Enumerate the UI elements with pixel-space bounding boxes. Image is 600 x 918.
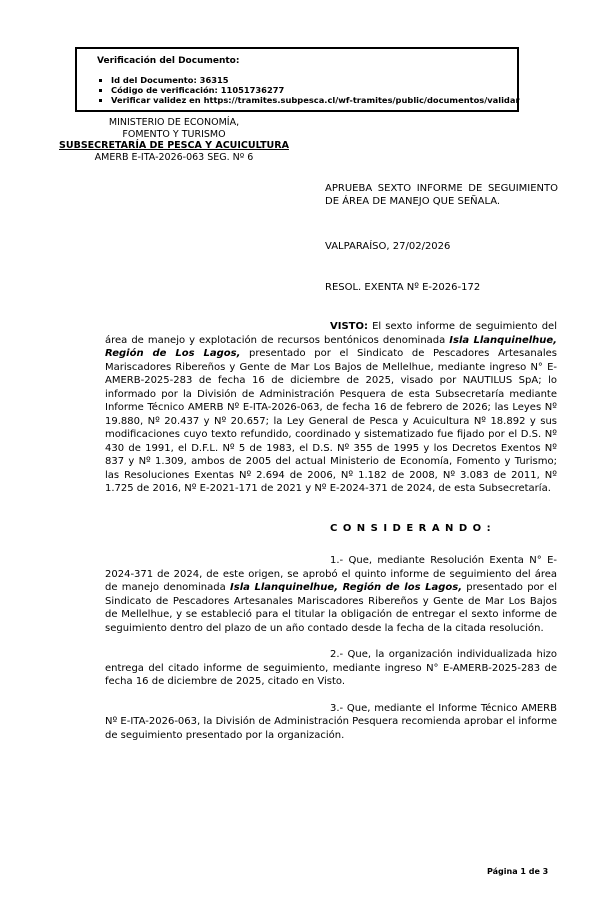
- considerando-item-3: 3.- Que, mediante el Informe Técnico AMERB Nº E-ITA-2026-063, la División de Administración Pesquera recomienda aprobar el informe de seguimiento presentado por la organización.: [105, 702, 557, 741]
- management-area-name: Isla Llanquinelhue, Región de Los Lagos,: [105, 334, 557, 359]
- letterhead: [28, 117, 320, 163]
- considerando-heading: C O N S I D E R A N D O :: [330, 522, 492, 534]
- considerando-item-1-text-2: presentado por el Sindicato de Pescadores Artesanales Mariscadores Ribereños y Gente de Mar Los Bajos de Mellelhue, y se estableció para el titular la obligación de entregar el sexto informe de seguimiento dentro del plazo de un año contado desde la fecha de la citada resolución.: [105, 582, 557, 634]
- subsecretaria-name: SUBSECRETARÍA DE PESCA Y ACUICULTURA: [59, 140, 289, 151]
- verification-item-validation-url: ▪ Verificar validez en https://tramites.subpesca.cl/wf-tramites/public/documentos/validar: [111, 95, 509, 105]
- resolution-number: RESOL. EXENTA Nº E-2026-172: [325, 282, 481, 293]
- amerb-reference: AMERB E-ITA-2026-063 SEG. Nº 6: [94, 151, 254, 163]
- visto-paragraph: [105, 320, 557, 496]
- resolution-subject: APRUEBA SEXTO INFORME DE SEGUIMIENTO DE ÁREA DE MANEJO QUE SEÑALA.: [325, 183, 558, 207]
- considerando-item-1: [105, 554, 557, 635]
- document-body: [105, 320, 557, 742]
- management-area-name: Isla Llanquinelhue, Región de los Lagos,: [230, 582, 463, 593]
- ministry-name-line-2: FOMENTO Y TURISMO: [122, 128, 226, 140]
- place-and-date: VALPARAÍSO, 27/02/2026: [325, 241, 451, 252]
- visto-text-1: El sexto informe de seguimiento del área de manejo y explotación de recursos bentónicos denominada: [105, 321, 557, 346]
- visto-label: VISTO:: [330, 321, 368, 332]
- considerando-item-2: 2.- Que, la organización individualizada hizo entrega del citado informe de seguimiento, mediante ingreso N° E-AMERB-2025-283 de fecha 16 de diciembre de 2025, citado en Visto.: [105, 649, 557, 687]
- ministry-name-line-1: MINISTERIO DE ECONOMÍA,: [108, 117, 240, 128]
- verification-item-document-id: ▪ Id del Documento: 36315: [111, 75, 509, 85]
- verification-box: [75, 47, 519, 112]
- considerando-item-1-text-1: 1.- Que, mediante Resolución Exenta N° E-2024-371 de 2024, de este origen, se aprobó el quinto informe de seguimiento del área de manejo denominada: [105, 555, 557, 593]
- verification-box-title: Verificación del Documento:: [97, 56, 240, 66]
- verification-list: [97, 75, 520, 105]
- page-number-indicator: Página 1 de 3: [487, 867, 549, 876]
- verification-item-code: ▪ Código de verificación: 11051736277: [111, 85, 509, 95]
- visto-text-2: presentado por el Sindicato de Pescadores Artesanales Mariscadores Ribereños y Gente de Mar Los Bajos de Mellelhue, mediante ingreso N° E-AMERB-2025-283 de fecha 16 de diciembre de 2025, visado por NAUTILUS SpA; lo informado por la División de Administración Pesquera de esta Subsecretaría mediante Informe Técnico AMERB Nº E-ITA-2026-063, de fecha 16 de febrero de 2026; las Leyes Nº 19.880, Nº 20.437 y Nº 20.657; la Ley General de Pesca y Acuicultura Nº 18.892 y sus modificaciones cuyo texto refundido, coordinado y sistematizado fue fijado por el D.S. Nº 430 de 1991, el D.F.L. Nº 5 de 1983, el D.S. Nº 355 de 1995 y los Decretos Exentos Nº 837 y Nº 1.309, ambos de 2005 del actual Ministerio de Economía, Fomento y Turismo; las Resoluciones Exentas Nº 2.694 de 2006, Nº 1.182 de 2008, Nº 3.083 de 2011, Nº 1.725 de 2016, Nº E-2021-171 de 2021 y Nº E-2024-371 de 2024, de esta Subsecretaría.: [105, 348, 557, 494]
